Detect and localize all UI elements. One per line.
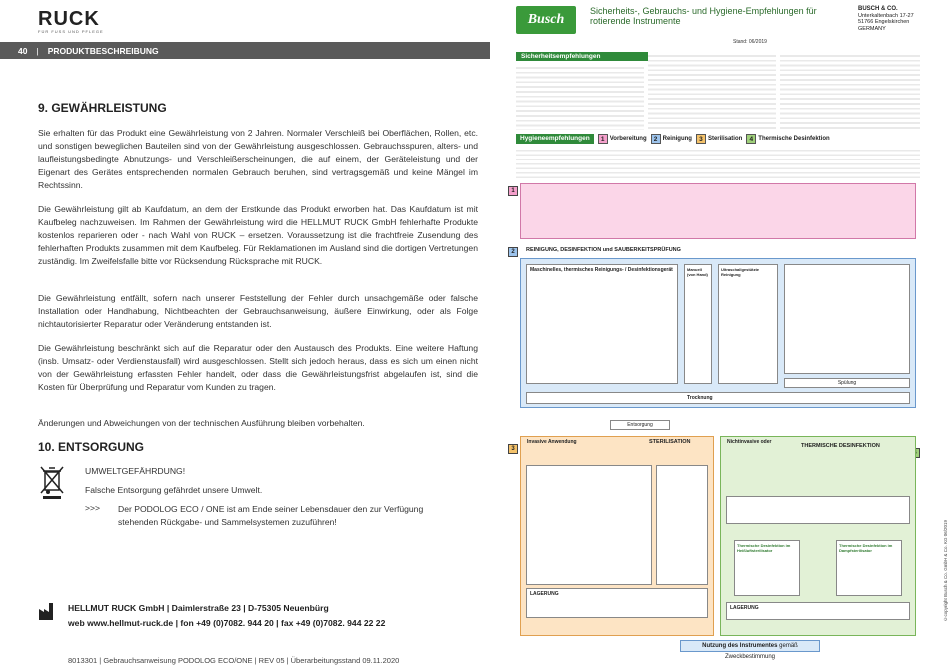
warranty-paragraph-2: Die Gewährleistung gilt ab Kaufdatum, an dem der Erstkunde das Produkt erworben hat. Das Kaufdatum ist mit Kaufbeleg nachzuweisen. Im Rahmen der Gewährleistung wird die HELLMUT RUCK GmbH fehlerhafte Produkte kostenlos reparieren oder - nach Wahl von RUCK – ersetzen. Voraussetzung ist die frachtfreie Zusendung des fehlerhaften Produkts zusammen mit dem Kaufbeleg. Für Reklamationen im Ausland sind die dortigen Vertretungen zuständig. Im Zweifelsfalle bitte vor Rücksendung Rücksprache mit RUCK. [38, 204, 478, 266]
instruction-arrow: >>> [85, 503, 101, 513]
disposal-instruction: Der PODOLOG ECO / ONE ist am Ende seiner Lebensdauer den zur Verfügung stehenden Rückgabe- und Sammelsystemen zuzuführen! [118, 504, 424, 527]
drying-box: Trocknung [526, 392, 910, 404]
ruck-logo: RUCK [38, 8, 100, 30]
step-chip-4: 4 Thermische Desinfektion [746, 134, 829, 144]
step-chip-3: 3 Sterilisation [696, 134, 742, 144]
safety-column-1 [516, 64, 644, 130]
steam-box: Thermische Desinfektion im Dampfsterilisator [836, 540, 902, 596]
sterilisation-box: Invasive Anwendung STERILISATION [520, 436, 714, 636]
cleaning-heading: REINIGUNG, DESINFEKTION und SAUBERKEITSPRÜFUNG [526, 247, 681, 253]
company-address: HELLMUT RUCK GmbH | Daimlerstraße 23 | D-75305 Neuenbürg [68, 603, 329, 613]
preparation-box [520, 183, 916, 239]
warranty-paragraph-4: Die Gewährleistung beschränkt sich auf die Reparatur oder den Austausch des Produkts. Eine weitere Haftung (insb. Umsatz- oder Verdienstausfall) wird ausgeschlossen. Stellt sich jedoch heraus, dass es sich um einen nicht von der Gewährleistung erfassten Fehler handelt, oder dass die Gewährleistungsfrist abgelaufen ist, sind die Kosten für Überprüfung und Reparatur vom Kunden zu tragen. [38, 343, 478, 392]
copyright-note: ©copyright Busch & Co. GmbH & Co. KG 06/2019 [943, 520, 948, 622]
company-contact: web www.hellmut-ruck.de | fon +49 (0)7082. 944 20 | fax +49 (0)7082. 944 22 22 [68, 618, 386, 628]
disinfection-box: Nichtinvasive oder THERMISCHE DESINFEKTION [720, 436, 916, 636]
warranty-paragraph-1: Sie erhalten für das Produkt eine Gewährleistung von 2 Jahren. Normaler Verschleiß bei Oberflächen, Rollen, etc. und sonstigen beweglichen Bauteilen sind von der Gewährleistung ausgeschlossen. Gebrauchsspuren, alters- und laufleistungsbedingte Abnutzungs- und Verschleißerscheinungen, die auf einem, der Geräteleistung und der Eigenart des Gerätes entsprechenden normalen Gebrauch beruhen, sind vertragsgemäß und keine Mängel im Rechtssinn. [38, 128, 478, 190]
sterilisation-details [526, 465, 652, 585]
usage-bar: Nutzung des Instrumentes gemäß Zweckbestimmung [680, 640, 820, 652]
step-chip-2: 2 Reinigung [651, 134, 692, 144]
warranty-paragraph-5: Änderungen und Abweichungen von der technischen Ausführung bleiben vorbehalten. [38, 418, 365, 428]
maker-street: Unterkaltenbach 17-27 [858, 12, 914, 19]
busch-logo: Busch [516, 6, 576, 34]
storage-box: LAGERUNG [726, 602, 910, 620]
rinse-box: Spülung [784, 378, 910, 388]
step-marker-2: 2 [508, 247, 518, 257]
hygiene-steps-row [516, 134, 916, 144]
disposal-box: Entsorgung [610, 420, 670, 430]
manual-cleaning-box: Manuell (von Hand) [684, 264, 712, 384]
hygiene-heading: Hygieneempfehlungen [516, 134, 594, 144]
warranty-paragraph-3: Die Gewährleistung entfällt, sofern nach unserer Feststellung der Fehler durch unsachgemäße oder falsche Installation oder Handhabung, Nichtbeachten der Gebrauchsanweisung, äußere Einwirkung, oder als Folge nichtautorisierter Reparatur oder Veränderung entstanden ist. [38, 293, 478, 329]
warranty-heading: 9. GEWÄHRLEISTUNG [38, 101, 167, 115]
machine-cleaning-box: Maschinelles, thermisches Reinigungs- / Desinfektionsgerät [526, 264, 678, 384]
ultrasonic-box: Ultraschallgestützte Reinigung [718, 264, 778, 384]
safety-column-2 [648, 52, 776, 130]
separator: | [36, 45, 39, 56]
document-footer: 8013301 | Gebrauchsanweisung PODOLOG ECO/ONE | REV 05 | Überarbeitungsstand 09.11.2020 [68, 656, 400, 665]
maker-address [858, 6, 914, 32]
step-chip-1: 1 Vorbereitung [598, 134, 647, 144]
hot-air-box: Thermische Desinfektion im Heißluftsterilisator [734, 540, 800, 596]
cleaning-notes-box [784, 264, 910, 374]
safety-heading: Sicherheitsempfehlungen [516, 52, 671, 61]
maker-city: 51766 Engelskirchen [858, 19, 910, 25]
step-marker-3: 3 [508, 444, 518, 454]
storage-sterile-box: LAGERUNG [526, 588, 708, 618]
page-header-bar [0, 42, 490, 59]
disposal-heading: 10. ENTSORGUNG [38, 440, 145, 454]
maker-country: GERMANY [858, 25, 886, 32]
manufacturer-icon [38, 601, 56, 621]
poster-title: Sicherheits-, Gebrauchs- und Hygiene-Empfehlungen für rotierende Instrumente [590, 6, 817, 26]
page-number: 40 [18, 45, 28, 56]
sterilisation-notes [656, 465, 708, 585]
warning-title: UMWELTGEFÄHRDUNG! [85, 466, 186, 476]
hygiene-intro-text [516, 147, 920, 179]
hygiene-poster [500, 0, 950, 668]
ruck-tagline: FÜR FUSS UND PFLEGE [38, 29, 104, 34]
maker-name: BUSCH & CO. [858, 6, 898, 12]
disinfection-question [726, 496, 910, 524]
page-section-title: PRODUKTBESCHREIBUNG [47, 45, 159, 56]
crossed-bin-icon [40, 466, 64, 500]
warning-text: Falsche Entsorgung gefährdet unsere Umwelt. [85, 485, 263, 495]
step-marker-1: 1 [508, 186, 518, 196]
poster-date: Stand: 06/2019 [733, 39, 767, 45]
safety-column-3 [780, 52, 920, 130]
